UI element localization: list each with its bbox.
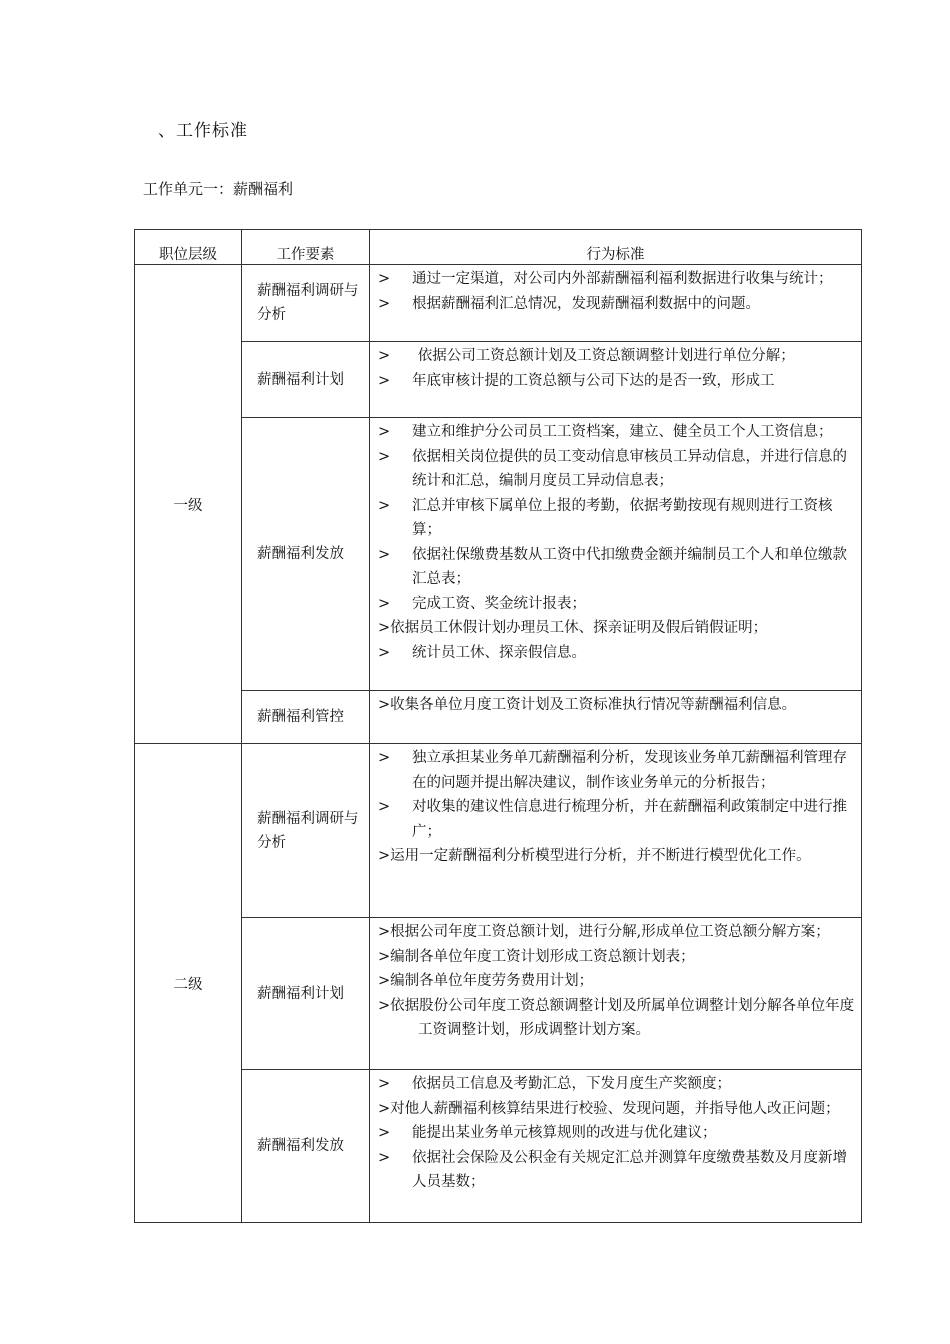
bullet-marker: >	[378, 1149, 391, 1166]
standard-item	[378, 543, 855, 592]
bullet-marker: >	[378, 295, 391, 312]
table-row	[135, 342, 862, 418]
bullet-marker: >	[378, 372, 391, 389]
standard-item	[378, 369, 855, 394]
standard-item	[378, 420, 855, 445]
bullet-marker: >	[378, 424, 391, 440]
header-standard: 行为标准	[370, 230, 862, 265]
standard-cell	[370, 744, 862, 918]
standard-list	[370, 691, 861, 743]
standard-item: > 依据公司工资总额计划及工资总额调整计划进行单位分解；	[378, 348, 795, 364]
standard-list	[370, 265, 861, 341]
standard-cell	[370, 691, 862, 744]
bullet-marker: >	[378, 1125, 391, 1141]
element-cell: 薪酬福利发放	[242, 418, 370, 691]
standard-item	[378, 267, 855, 292]
table-row	[135, 418, 862, 691]
bullet-marker: >	[378, 644, 391, 661]
standard-item	[378, 1121, 855, 1146]
bullet-marker: >	[378, 497, 391, 514]
standard-text: 汇总并审核下属单位上报的考勤，依据考勤按现有规则进行工资核算；	[412, 497, 833, 538]
bullet-marker: >	[378, 799, 391, 815]
standard-item	[378, 746, 855, 795]
standard-text: 完成工资、奖金统计报表；	[412, 595, 586, 612]
standard-text: 通过一定渠道，对公司内外部薪酬福利福利数据进行收集与统计；	[412, 271, 833, 287]
bullet-marker: >	[378, 546, 391, 563]
work-unit-title: 工作单元一：薪酬福利	[143, 180, 294, 198]
element-cell: 薪酬福利计划	[242, 918, 370, 1070]
standards-table	[134, 229, 862, 1223]
element-cell: 薪酬福利发放	[242, 1070, 370, 1223]
standard-cell	[370, 918, 862, 1070]
table-row	[135, 918, 862, 1070]
table-header-row	[135, 230, 862, 265]
element-cell: 薪酬福利计划	[242, 342, 370, 418]
bullet-marker: >	[378, 448, 391, 465]
header-element: 工作要素	[242, 230, 370, 265]
standard-item	[378, 494, 855, 543]
standard-item: >运用一定薪酬福利分析模型进行分析，并不断进行模型优化工作。	[378, 848, 811, 864]
standard-item: >编制各单位年度劳务费用计划；	[378, 973, 594, 989]
standard-cell	[370, 265, 862, 342]
level-cell: 一级	[135, 265, 242, 744]
standard-cell	[370, 1070, 862, 1223]
standard-text: 建立和维护分公司员工工资档案，建立、健全员工个人工资信息；	[412, 424, 833, 440]
element-cell: 薪酬福利调研与分析	[242, 744, 370, 918]
standard-text: 统计员工休、探亲假信息。	[412, 644, 586, 661]
standard-item: >依据员工休假计划办理员工休、探亲证明及假后销假证明；	[378, 620, 768, 636]
standard-item	[378, 445, 855, 494]
standard-text: 对收集的建议性信息进行梳理分析，并在薪酬福利政策制定中进行推广；	[412, 799, 847, 840]
standard-text: 依据社会保险及公积金有关规定汇总并测算年度缴费基数及月度新增人员基数；	[412, 1149, 847, 1190]
standard-item: >编制各单位年度工资计划形成工资总额计划表；	[378, 948, 695, 965]
bullet-marker: >	[378, 271, 391, 287]
table-row	[135, 691, 862, 744]
table-row	[135, 1070, 862, 1223]
standard-text: 根据薪酬福利汇总情况，发现薪酬福利数据中的问题。	[412, 295, 760, 312]
standard-item	[378, 592, 855, 617]
bullet-marker: >	[378, 595, 391, 612]
table-row	[135, 744, 862, 918]
bullet-marker: >	[378, 1076, 391, 1092]
standard-text: 年底审核计提的工资总额与公司下达的是否一致，形成工	[412, 372, 775, 389]
standard-list	[370, 342, 861, 417]
standard-item: >根据公司年度工资总额计划，进行分解,形成单位工资总额分解方案；	[378, 924, 830, 940]
standard-text: 能提出某业务单元核算规则的改进与优化建议；	[412, 1125, 717, 1141]
standard-text: 依据相关岗位提供的员工变动信息审核员工异动信息，并进行信息的统计和汇总，编制月度员工异动信息表；	[412, 448, 847, 489]
standard-cell	[370, 418, 862, 691]
standard-list	[370, 744, 861, 917]
standard-list	[370, 918, 861, 1069]
standard-item	[378, 795, 855, 844]
standard-item	[378, 1072, 855, 1097]
standard-item	[378, 641, 855, 666]
standard-list	[370, 1070, 861, 1222]
standard-item	[378, 1146, 855, 1195]
standard-cell	[370, 342, 862, 418]
section-heading: 、工作标准	[158, 121, 248, 141]
level-cell: 二级	[135, 744, 242, 1223]
element-cell: 薪酬福利调研与分析	[242, 265, 370, 342]
standard-item: >依据股份公司年度工资总额调整计划及所属单位调整计划分解各单位年度工资调整计划，形成调整计划方案。	[378, 997, 855, 1038]
standard-item: >对他人薪酬福利核算结果进行校验、发现问题，并指导他人改正问题；	[378, 1100, 840, 1117]
element-cell: 薪酬福利管控	[242, 691, 370, 744]
standard-text: 依据员工信息及考勤汇总，下发月度生产奖额度；	[412, 1076, 731, 1092]
standard-list	[370, 418, 861, 690]
standard-text: 独立承担某业务单兀薪酬福利分析，发现该业务单兀薪酬福利管理存在的问题并提出解决建议，制作该业务单元的分析报告；	[412, 750, 847, 791]
table-row	[135, 265, 862, 342]
bullet-marker: >	[378, 750, 391, 766]
table-body	[135, 265, 862, 1223]
standard-text: 依据社保缴费基数从工资中代扣缴费金额并编制员工个人和单位缴款汇总表；	[412, 546, 847, 587]
standard-item	[378, 292, 855, 317]
header-level: 职位层级	[135, 230, 242, 265]
standard-item: >收集各单位月度工资计划及工资标准执行情况等薪酬福利信息。	[378, 697, 797, 713]
